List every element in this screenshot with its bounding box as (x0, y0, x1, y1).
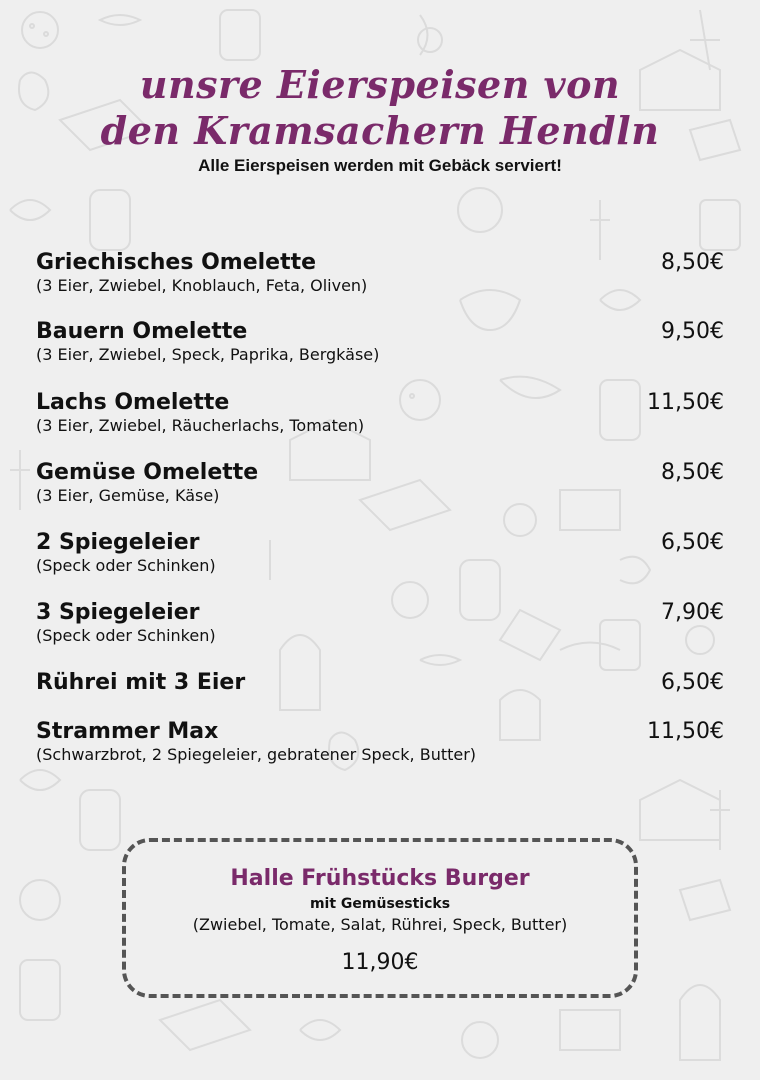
item-name: Griechisches Omelette (36, 250, 317, 275)
menu-item-bauern-omelette (36, 319, 724, 365)
promo-title: Halle Frühstücks Burger (230, 866, 530, 891)
menu-item-gemuese-omelette (36, 460, 724, 506)
item-price: 8,50€ (661, 250, 724, 275)
menu-subtitle: Alle Eierspeisen werden mit Gebäck serviert! (198, 156, 562, 175)
menu-title-line1: unsre Eierspeisen von (139, 62, 621, 107)
item-description: (3 Eier, Zwiebel, Räucherlachs, Tomaten) (36, 416, 365, 435)
item-price: 6,50€ (661, 670, 724, 695)
menu-item-griechisches-omelette (36, 250, 724, 296)
promo-description: (Zwiebel, Tomate, Salat, Rührei, Speck, Butter) (192, 915, 568, 934)
item-price: 9,50€ (661, 319, 724, 344)
promo-subtitle: mit Gemüsesticks (309, 896, 451, 912)
burger-promo-box (122, 838, 638, 998)
promo-price: 11,90€ (341, 950, 419, 975)
item-price: 7,90€ (661, 600, 724, 625)
menu-item-lachs-omelette (36, 390, 724, 436)
item-name: Lachs Omelette (36, 390, 230, 415)
menu-item-ruehrei (36, 670, 724, 696)
item-description: (3 Eier, Zwiebel, Knoblauch, Feta, Oliven) (36, 276, 368, 295)
item-description: (Speck oder Schinken) (36, 626, 216, 645)
item-name: 2 Spiegeleier (36, 530, 200, 555)
item-description: (Schwarzbrot, 2 Spiegeleier, gebratener Speck, Butter) (36, 745, 477, 764)
item-price: 11,50€ (647, 390, 724, 415)
menu-item-strammer-max (36, 719, 724, 765)
item-price: 8,50€ (661, 460, 724, 485)
item-name: Rührei mit 3 Eier (36, 670, 246, 695)
item-description: (3 Eier, Zwiebel, Speck, Paprika, Bergkäse) (36, 345, 380, 364)
menu-item-2-spiegeleier (36, 530, 724, 576)
item-description: (Speck oder Schinken) (36, 556, 216, 575)
item-name: Strammer Max (36, 719, 219, 744)
item-name: Bauern Omelette (36, 319, 248, 344)
item-description: (3 Eier, Gemüse, Käse) (36, 486, 220, 505)
item-price: 11,50€ (647, 719, 724, 744)
item-name: Gemüse Omelette (36, 460, 259, 485)
item-name: 3 Spiegeleier (36, 600, 200, 625)
menu-title-line2: den Kramsachern Hendln (100, 108, 660, 153)
item-price: 6,50€ (661, 530, 724, 555)
menu-item-3-spiegeleier (36, 600, 724, 646)
